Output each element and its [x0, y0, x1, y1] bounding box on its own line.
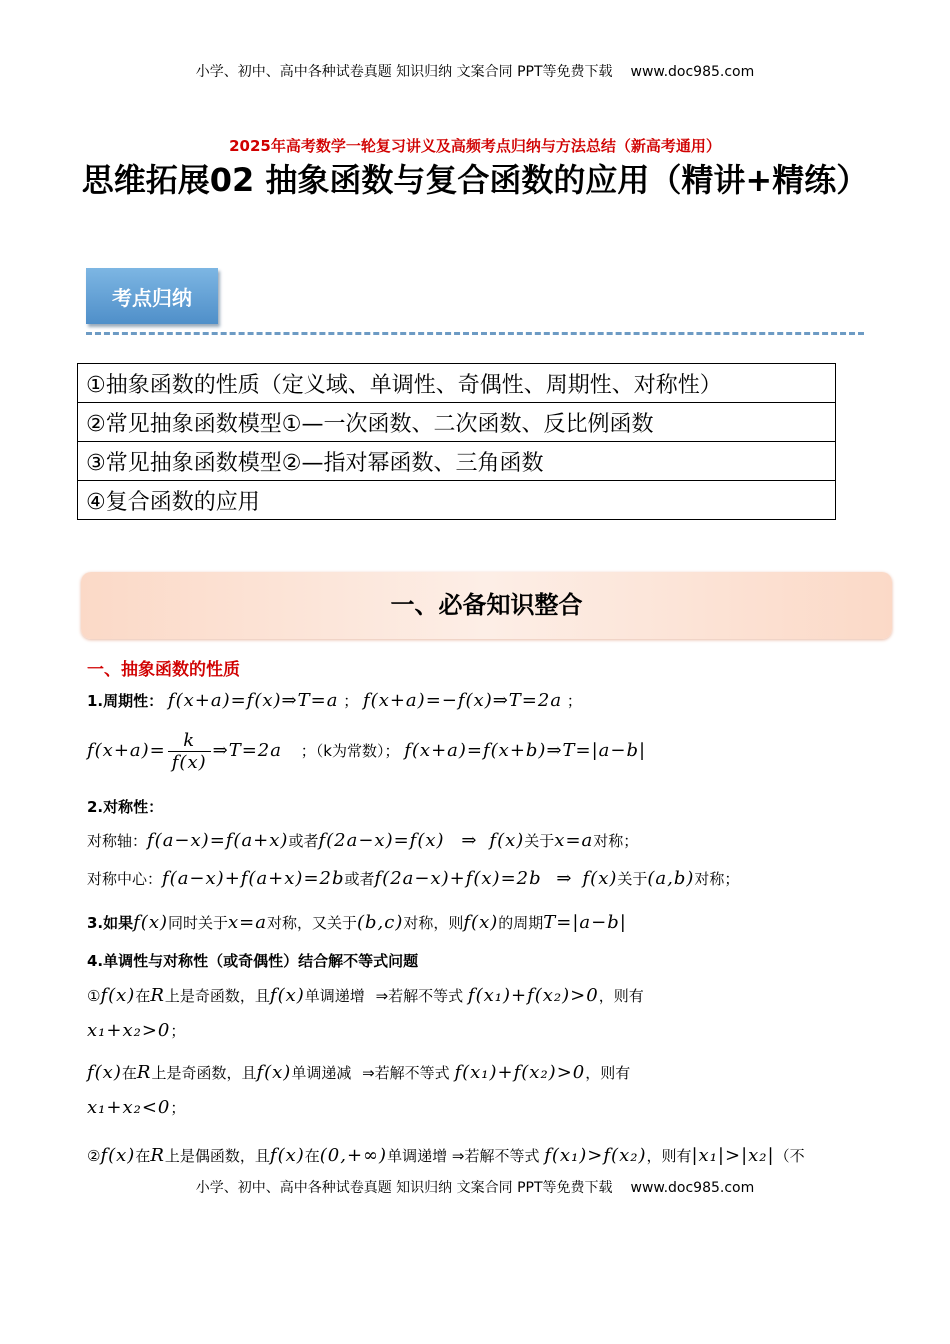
separator: ； — [566, 692, 582, 710]
formula: f(x) — [463, 912, 499, 933]
formula: f(x+a)=−f(x)⇒T=2a — [363, 690, 563, 711]
formula: x₁+x₂<0 — [87, 1097, 171, 1118]
dashed-divider — [86, 332, 864, 335]
formula: f(x₁)+f(x₂)>0 — [454, 1062, 586, 1083]
formula: (a,b) — [647, 868, 695, 889]
formula: f(x) — [100, 985, 136, 1006]
formula: x₁+x₂>0 — [87, 1020, 171, 1041]
formula: f(x+a)= — [87, 740, 166, 761]
fraction-numerator: k — [168, 730, 211, 752]
about-text: 关于 — [524, 832, 555, 850]
formula: f(x) — [269, 1145, 305, 1166]
formula: f(x) — [489, 830, 525, 851]
section-banner — [81, 572, 892, 639]
formula: f(x+a)=f(x+b)⇒T=|a−b| — [404, 740, 647, 761]
page-footer — [0, 1177, 950, 1197]
formula: f(a−x)=f(a+x) — [147, 830, 289, 851]
axis-label: 对称轴： — [87, 832, 148, 850]
formula: f(x) — [269, 985, 305, 1006]
formula: f(x+a)=f(x)⇒T=a — [167, 690, 339, 711]
formula: T=|a−b| — [543, 912, 627, 933]
case-odd-decreasing — [87, 1062, 630, 1083]
table-cell: ③常见抽象函数模型②—指对幂函数、三角函数 — [78, 442, 836, 481]
text: 同时关于 — [168, 914, 229, 932]
item3-number: 3.如果 — [87, 914, 134, 932]
text: 在 — [304, 1147, 320, 1165]
formula: f(x) — [133, 912, 168, 933]
formula: (0,+∞) — [319, 1145, 388, 1166]
text: ⇒若解不等式 — [362, 1064, 450, 1082]
separator: ； — [343, 692, 359, 710]
text: 单调递增 — [304, 987, 365, 1005]
formula: f(x) — [100, 1145, 136, 1166]
formula: x=a — [228, 912, 267, 933]
item4-label: 4.单调性与对称性（或奇偶性）结合解不等式问题 — [87, 952, 419, 970]
section-tag: 考点归纳 — [86, 268, 218, 324]
formula: f(a−x)+f(a+x)=2b — [162, 868, 345, 889]
implies-arrow: ⇒ — [556, 868, 573, 889]
formula: f(x) — [256, 1062, 292, 1083]
formula: ⇒T=2a — [212, 740, 282, 761]
symmetric-text: 对称； — [694, 870, 740, 888]
text: ⇒若解不等式 — [451, 1147, 540, 1165]
text: 在 — [135, 987, 151, 1005]
implies-arrow: ⇒ — [461, 830, 478, 851]
text: 上是偶函数，且 — [164, 1147, 270, 1165]
case-odd-increasing-result — [87, 1020, 185, 1041]
formula: R — [150, 1145, 165, 1166]
table-cell: ④复合函数的应用 — [78, 481, 836, 520]
text: 的周期 — [498, 914, 544, 932]
symmetry-center-line — [87, 868, 739, 889]
document-title: 思维拓展02 抽象函数与复合函数的应用（精讲+精练） — [81, 161, 869, 199]
period-line-2 — [87, 730, 646, 773]
text: 对称，则 — [403, 914, 464, 932]
fraction — [168, 730, 211, 773]
banner-title: 一、必备知识整合 — [390, 591, 583, 619]
item3-line — [87, 912, 627, 933]
formula: f(x) — [87, 1062, 122, 1083]
text: ，则有 — [598, 987, 644, 1005]
period-line-1 — [87, 690, 582, 711]
text: （不 — [774, 1147, 805, 1165]
about-text: 关于 — [617, 870, 648, 888]
formula: x=a — [554, 830, 594, 851]
or-text: 或者 — [344, 870, 375, 888]
text: 上是奇函数，且 — [151, 1064, 257, 1082]
table-cell: ②常见抽象函数模型①—一次函数、二次函数、反比例函数 — [78, 403, 836, 442]
footer-text: 小学、初中、高中各种试卷真题 知识归纳 文案合同 PPT等免费下载 — [195, 1180, 613, 1196]
text: ； — [170, 1022, 186, 1040]
text: 单调递减 — [291, 1064, 352, 1082]
formula: |x₁|>|x₂| — [691, 1145, 775, 1166]
text: 上是奇函数，且 — [164, 987, 270, 1005]
header-text: 小学、初中、高中各种试卷真题 知识归纳 文案合同 PPT等免费下载 — [195, 64, 613, 80]
formula: f(x) — [582, 868, 618, 889]
case-number: ① — [87, 987, 101, 1005]
header-url[interactable]: www.doc985.com — [630, 64, 755, 80]
formula: f(2a−x)+f(x)=2b — [374, 868, 542, 889]
topic-table — [77, 363, 836, 520]
formula: R — [150, 985, 165, 1006]
table-cell: ①抽象函数的性质（定义域、单调性、奇偶性、周期性、对称性） — [78, 364, 836, 403]
formula: f(x₁)+f(x₂)>0 — [467, 985, 599, 1006]
text: 在 — [121, 1064, 137, 1082]
document-subtitle: 2025年高考数学一轮复习讲义及高频考点归纳与方法总结（新高考通用） — [229, 137, 721, 155]
symmetric-text: 对称； — [593, 832, 639, 850]
table-row — [78, 403, 836, 442]
note: ；（k为常数）； — [300, 742, 400, 760]
period-label: 1.周期性： — [87, 692, 164, 710]
text: ，则有 — [585, 1064, 631, 1082]
symmetry-axis-line — [87, 830, 638, 851]
text: 在 — [135, 1147, 151, 1165]
center-label: 对称中心： — [87, 870, 163, 888]
case-even-increasing — [87, 1145, 867, 1166]
text: ； — [170, 1099, 186, 1117]
formula: R — [136, 1062, 152, 1083]
page-header — [0, 61, 950, 81]
table-row — [78, 364, 836, 403]
text: 单调递增 — [387, 1147, 448, 1165]
table-row — [78, 481, 836, 520]
fraction-denominator: f(x) — [171, 752, 207, 773]
text: ，则有 — [646, 1147, 692, 1165]
text: 对称，又关于 — [266, 914, 357, 932]
case-odd-increasing — [87, 985, 644, 1006]
formula: f(x₁)>f(x₂) — [544, 1145, 647, 1166]
symmetry-label: 2.对称性： — [87, 798, 164, 816]
or-text: 或者 — [288, 832, 319, 850]
table-row — [78, 442, 836, 481]
footer-url[interactable]: www.doc985.com — [630, 1180, 755, 1196]
formula: f(2a−x)=f(x) — [318, 830, 445, 851]
section-heading: 一、抽象函数的性质 — [87, 660, 240, 680]
text: ⇒若解不等式 — [375, 987, 464, 1005]
case-number: ② — [87, 1147, 101, 1165]
formula: (b,c) — [357, 912, 404, 933]
case-odd-decreasing-result — [87, 1097, 185, 1118]
